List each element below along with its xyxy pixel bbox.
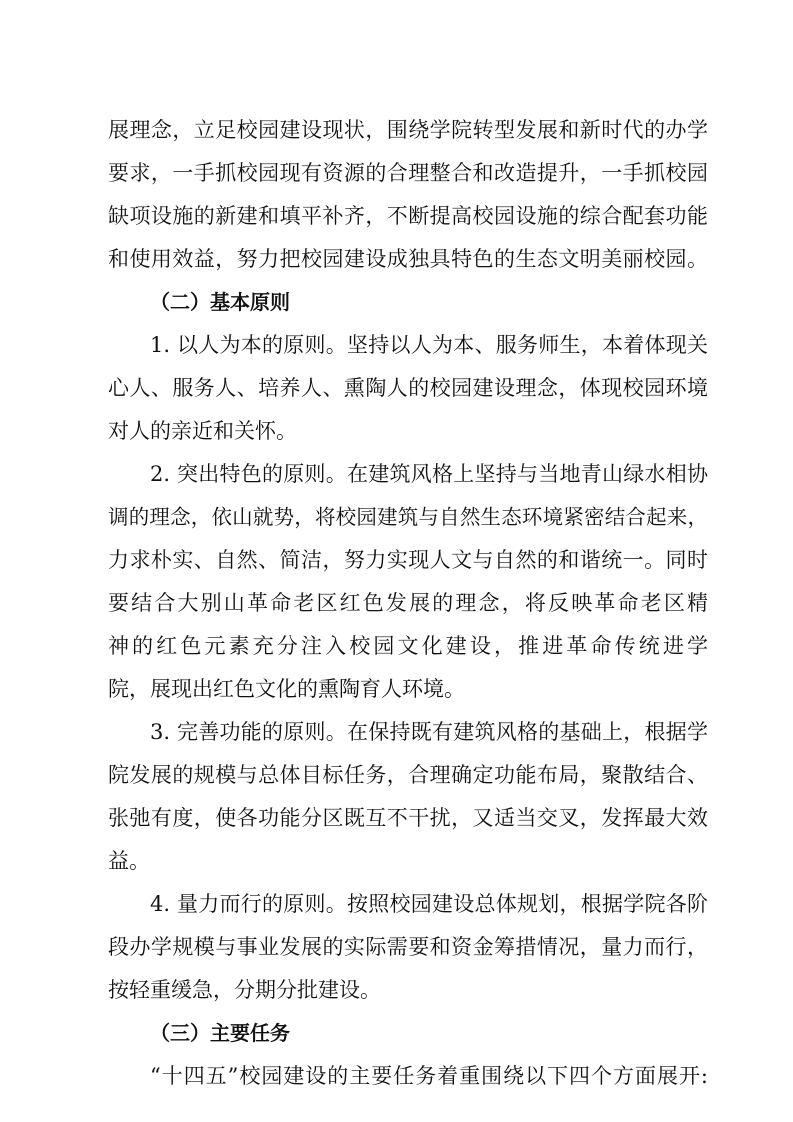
principle-3-line-1: 3. 完善功能的原则。在保持既有建筑风格的基础上，根据学: [150, 720, 708, 744]
intro-line-1: 展理念，立足校园建设现状，围绕学院转型发展和新时代的办学: [108, 118, 708, 142]
principle-1-line-3: 对人的亲近和关怀。: [108, 419, 297, 443]
tasks-intro-line: “十四五”校园建设的主要任务着重围绕以下四个方面展开:: [150, 1064, 708, 1088]
intro-line-2: 要求，一手抓校园现有资源的合理整合和改造提升，一手抓校园: [108, 161, 708, 185]
section-heading-basic-principles: （二）基本原则: [150, 290, 290, 314]
principle-4-line-2: 段办学规模与事业发展的实际需要和资金筹措情况，量力而行，: [108, 935, 708, 959]
principle-2-line-6: 院，展现出红色文化的熏陶育人环境。: [108, 677, 465, 701]
principle-1-line-2: 心人、服务人、培养人、熏陶人的校园建设理念，体现校园环境: [108, 376, 708, 400]
intro-line-3: 缺项设施的新建和填平补齐，不断提高校园设施的综合配套功能: [108, 204, 708, 228]
section-heading-main-tasks: （三）主要任务: [150, 1021, 290, 1045]
intro-line-4: 和使用效益，努力把校园建设成独具特色的生态文明美丽校园。: [108, 247, 708, 271]
principle-3-line-4: 益。: [108, 849, 150, 873]
principle-2-line-4: 要结合大别山革命老区红色发展的理念，将反映革命老区精: [108, 591, 708, 615]
principle-2-line-1: 2. 突出特色的原则。在建筑风格上坚持与当地青山绿水相协: [150, 462, 708, 486]
principle-1-line-1: 1. 以人为本的原则。坚持以人为本、服务师生，本着体现关: [150, 333, 708, 357]
principle-2-line-3: 力求朴实、自然、简洁，努力实现人文与自然的和谐统一。同时: [108, 548, 708, 572]
principle-4-line-1: 4. 量力而行的原则。按照校园建设总体规划，根据学院各阶: [150, 892, 708, 916]
principle-4-line-3: 按轻重缓急，分期分批建设。: [108, 978, 381, 1002]
principle-2-line-2: 调的理念，依山就势，将校园建筑与自然生态环境紧密结合起来，: [108, 505, 708, 529]
principle-2-line-5: 神的红色元素充分注入校园文化建设，推进革命传统进学: [108, 634, 708, 658]
principle-3-line-2: 院发展的规模与总体目标任务，合理确定功能布局，聚散结合、: [108, 763, 708, 787]
principle-3-line-3: 张弛有度，使各功能分区既互不干扰，又适当交叉，发挥最大效: [108, 806, 708, 830]
